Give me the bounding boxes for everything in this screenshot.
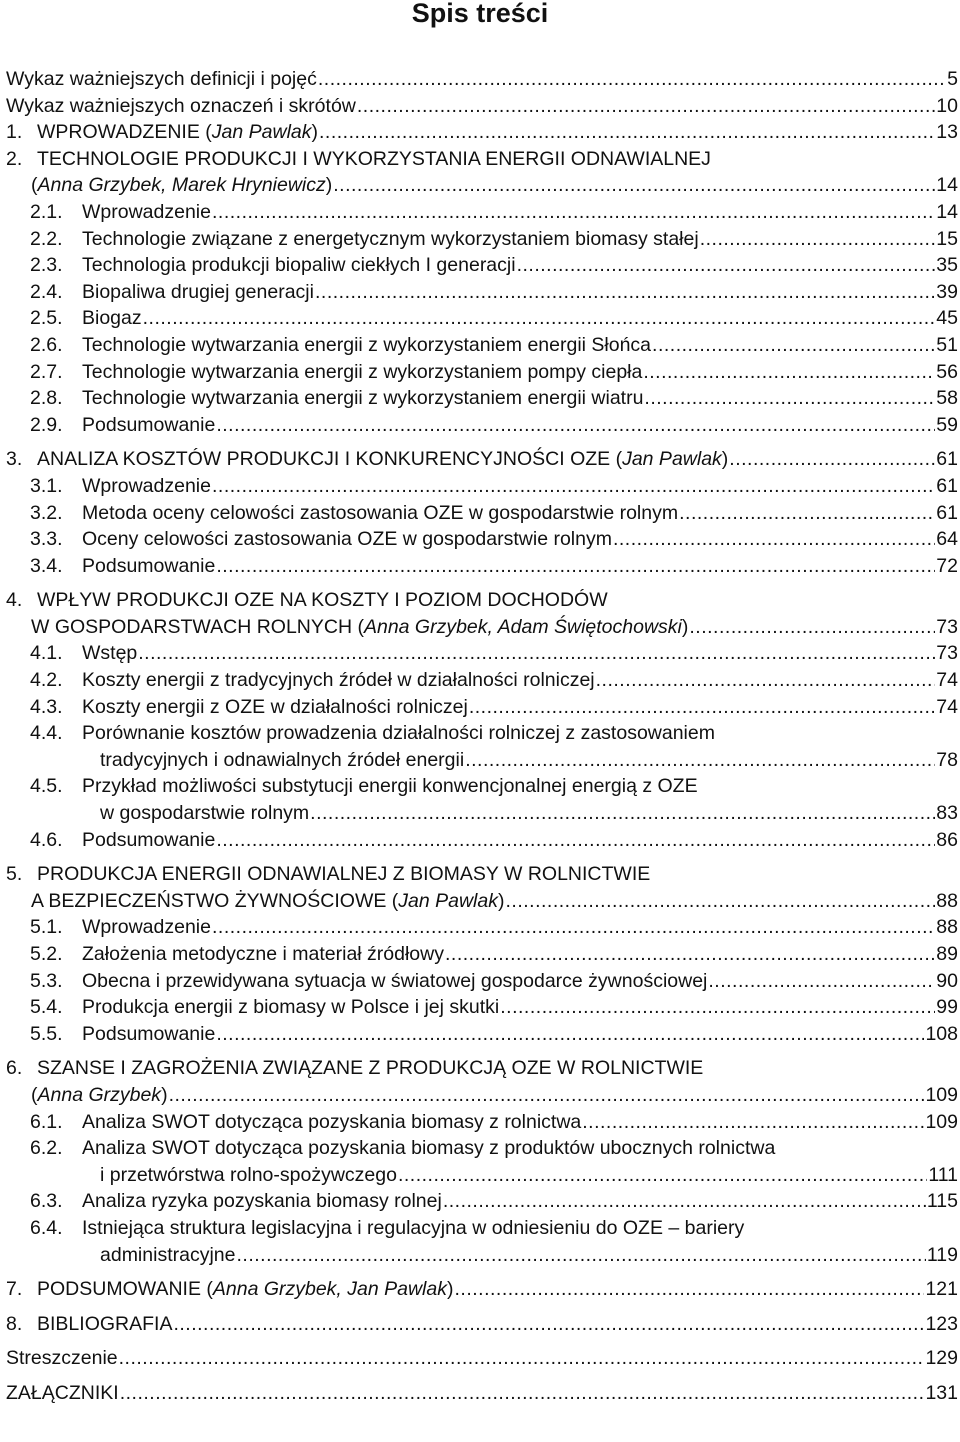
toc-entry-title: Wykaz ważniejszych definicji i pojęć [6,68,317,90]
toc-entry-number: 2.2. [30,227,63,250]
leader-dots [443,1188,926,1215]
toc-entry-page: 51 [936,333,958,356]
toc-entry[interactable] [6,827,958,854]
toc-entry-page: 88 [936,916,958,939]
toc-entry-page: 108 [925,1022,958,1045]
toc-entry-line [6,66,958,93]
toc-entry-title: Technologie związane z energetycznym wykorzystaniem biomasy stałej [82,227,699,250]
toc-entry-page: 56 [936,360,958,383]
toc-entry[interactable] [6,1109,958,1136]
toc-entry[interactable] [6,914,958,941]
toc-entry-page: 39 [936,280,958,303]
leader-dots [310,800,935,827]
toc-entry-page: 109 [925,1083,958,1106]
toc-entry-continuation [30,747,958,774]
toc-entry-number: 5.3. [30,969,63,992]
leader-dots [505,888,935,915]
toc-entry-page: 14 [936,200,958,223]
toc-entry-page: 123 [925,1312,958,1335]
toc-entry[interactable] [6,1135,958,1188]
toc-entry-title-cont: ( [31,1083,38,1106]
toc-entry-line [6,119,958,146]
toc-entry-line [30,359,958,386]
toc-entry-title: Podsumowanie [82,1022,216,1045]
leader-dots [212,473,935,500]
toc-entry-page: 45 [936,307,958,330]
toc-entry[interactable] [6,640,958,667]
toc-entry-line [30,1021,958,1048]
toc-entry-line [30,941,958,968]
toc-entry[interactable] [6,1215,958,1268]
toc-entry[interactable] [6,968,958,995]
leader-dots [216,412,935,439]
toc-entry-line [6,1311,958,1338]
toc-entry-page: 61 [936,474,958,497]
toc-entry-number: 2.3. [30,254,63,277]
toc-entry-page: 121 [925,1278,958,1301]
toc-entry-line [30,553,958,580]
toc-entry-author: Anna Grzybek, Marek Hryniewicz [37,174,326,197]
toc-entry-line [6,146,958,173]
leader-dots [212,914,935,941]
toc-entry-title-cont: A BEZPIECZEŃSTWO ŻYWNOŚCIOWE ( [31,889,399,912]
toc-entry-continuation [6,614,958,641]
leader-dots [398,1162,927,1189]
toc-entry[interactable] [6,385,958,412]
toc-entry-continuation [30,1242,958,1269]
toc-entry-title: Technologie wytwarzania energii z wykorzystaniem energii Słońca [82,333,652,356]
toc-entry[interactable] [6,1276,958,1303]
toc-entry[interactable] [6,279,958,306]
toc-entry-number: 3.1. [30,474,63,497]
leader-dots [212,199,935,226]
toc-entry-line [6,587,958,614]
toc-entry-page: 73 [936,642,958,665]
toc-entry-page: 115 [926,1190,958,1213]
leader-dots [455,1276,925,1303]
leader-dots [315,279,935,306]
toc-entry-title: Przykład możliwości substytucji energii konwencjonalnej energią z OZE [82,775,698,798]
leader-dots [216,553,935,580]
toc-entry-line [30,1215,958,1242]
leader-dots [613,526,935,553]
page-title: Spis treści [411,0,549,28]
toc-entry-page: 13 [936,121,958,144]
toc-entry-page: 72 [936,554,958,577]
toc-entry-line [30,332,958,359]
toc-entry-title-cont: w gospodarstwie rolnym [100,802,310,825]
toc-entry-title: TECHNOLOGIE PRODUKCJI I WYKORZYSTANIA ENERGII ODNAWIALNEJ [37,147,711,170]
toc-entry[interactable] [6,1380,958,1407]
toc-entry-line [6,861,958,888]
toc-entry[interactable] [6,500,958,527]
toc-entry[interactable] [6,720,958,773]
toc-entry[interactable] [6,199,958,226]
leader-dots [445,941,935,968]
toc-entry-line [6,1380,958,1407]
leader-dots [729,446,935,473]
toc-entry[interactable] [6,305,958,332]
toc-entry-number: 4.3. [30,695,63,718]
toc-entry-number: 6.1. [30,1110,63,1133]
toc-entry-number: 1. [6,121,23,144]
toc-entry-title-end: ) [721,448,729,471]
toc-entry-page: 35 [936,254,958,277]
toc-entry-page: 5 [947,68,958,90]
toc-entry-title: Wprowadzenie [82,474,211,497]
toc-entry-number: 6.4. [30,1216,63,1239]
toc-entry-line [30,720,958,747]
toc-entry-line [30,500,958,527]
leader-dots [333,172,935,199]
toc-entry-title: Oceny celowości zastosowania OZE w gospodarstwie rolnym [82,528,612,551]
toc-entry-line [30,827,958,854]
toc-entry-author: Jan Pawlak [622,448,722,471]
toc-entry-title-cont: tradycyjnych i odnawialnych źródeł energii [100,748,465,771]
toc-entry-page: 99 [936,996,958,1019]
toc-entry-line [30,385,958,412]
toc-entry-page: 15 [936,227,958,250]
toc-entry-page: 89 [936,943,958,965]
toc-entry[interactable] [6,1021,958,1048]
toc-entry[interactable] [6,773,958,826]
toc-entry-page: 88 [936,889,958,912]
leader-dots [700,226,936,253]
leader-dots [643,359,935,386]
toc-entry-page: 74 [936,669,958,692]
toc-entry[interactable] [6,667,958,694]
toc-entry-title: Technologia produkcji biopaliw ciekłych I generacji [82,254,516,277]
leader-dots [138,640,935,667]
toc-entry-number: 2.5. [30,307,63,330]
toc-entry-title: Założenia metodyczne i materiał źródłowy [82,943,444,965]
toc-entry-page: 78 [936,748,958,771]
toc-entry-page: 111 [928,1163,958,1186]
toc-entry-line [6,1276,958,1303]
toc-entry-title: Produkcja energii z biomasy w Polsce i jej skutki [82,996,500,1019]
toc-entry-number: 4.1. [30,642,63,665]
toc-entry-number: 2.9. [30,413,63,436]
toc-entry-continuation [6,888,958,915]
toc-entry-continuation [30,1162,958,1189]
toc-entry-title-end: ) [447,1278,454,1301]
toc-entry-line [30,968,958,995]
toc-entry-number: 5.5. [30,1022,63,1045]
toc-entry-line [30,914,958,941]
toc-entry-title-end: ) [311,121,318,144]
toc-entry-page: 58 [936,387,958,410]
toc-entry[interactable] [6,412,958,439]
toc-entry-page: 74 [936,695,958,718]
toc-entry-title: Technologie wytwarzania energii z wykorzystaniem pompy ciepła [82,360,643,383]
toc-entry-title: Koszty energii z tradycyjnych źródeł w działalności rolniczej [82,669,595,692]
leader-dots [216,827,935,854]
toc-entry-number: 6.2. [30,1137,63,1160]
toc-entry-title: Biogaz [82,307,142,330]
toc-entry-number: 4.6. [30,828,63,851]
toc-entry-title: BIBLIOGRAFIA [37,1312,173,1335]
toc-entry-page: 129 [925,1347,958,1370]
toc-entry-number: 3.3. [30,528,63,551]
toc-entry-line [30,412,958,439]
leader-dots [679,500,935,527]
toc-entry-title: Metoda oceny celowości zastosowania OZE w gospodarstwie rolnym [82,501,679,524]
toc-entry-number: 3. [6,448,23,471]
toc-entry-line [30,667,958,694]
leader-dots [319,119,935,146]
toc-entry-number: 4.5. [30,775,63,798]
leader-dots [120,1380,925,1407]
toc-entry-page: 14 [936,174,958,197]
toc-entry-number: 5. [6,863,23,886]
leader-dots [236,1242,925,1269]
toc-entry-title: Podsumowanie [82,413,216,436]
toc-entry-continuation [30,800,958,827]
toc-entry-title-end: ) [681,615,689,638]
toc-entry-number: 8. [6,1312,23,1335]
toc-entry-title: WPŁYW PRODUKCJI OZE NA KOSZTY I POZIOM DOCHODÓW [37,589,608,612]
leader-dots [318,66,946,93]
toc-entry-page: 10 [936,94,958,117]
toc-entry-number: 4.2. [30,669,63,692]
toc-entry-number: 4. [6,589,23,612]
toc-entry-title: Podsumowanie [82,828,216,851]
toc-entry-line [6,446,958,473]
leader-dots [169,1082,925,1109]
leader-dots [216,1021,924,1048]
toc-entry-page: 119 [926,1243,958,1266]
leader-dots [708,968,935,995]
toc-entry-title: Analiza SWOT dotycząca pozyskania biomasy z produktów ubocznych rolnictwa [82,1137,776,1160]
toc-entry-author: Anna Grzybek [37,1083,162,1106]
toc-entry-line [6,1055,958,1082]
toc-entry[interactable] [6,146,958,199]
toc-entry-number: 2.8. [30,387,63,410]
toc-entry-number: 2. [6,147,23,170]
leader-dots [465,747,935,774]
toc-entry-page: 73 [936,615,958,638]
toc-entry[interactable] [6,359,958,386]
toc-entry-page: 64 [936,528,958,551]
leader-dots [596,667,936,694]
leader-dots [517,252,936,279]
toc-entry-title-end: ) [161,1083,168,1106]
toc-entry-title-end: ) [497,889,505,912]
toc-entry-line [30,694,958,721]
toc-entry-author: Jan Pawlak [398,889,498,912]
toc-entry[interactable] [6,119,958,146]
leader-dots [173,1311,924,1338]
toc-entry-number: 5.4. [30,996,63,1019]
leader-dots [469,694,935,721]
toc-entry-title: ANALIZA KOSZTÓW PRODUKCJI I KONKURENCYJNOŚCI OZE ( [37,448,623,471]
toc-entry-page: 83 [936,802,958,825]
toc-entry[interactable] [6,861,958,914]
toc-entry-line [30,773,958,800]
toc-entry-line [30,473,958,500]
toc-entry-line [30,226,958,253]
toc-entry[interactable] [6,93,958,120]
toc-entry-line [30,252,958,279]
leader-dots [644,385,935,412]
toc-entry-continuation [6,172,958,199]
toc-entry-title: Koszty energii z OZE w działalności rolniczej [82,695,468,718]
leader-dots [582,1109,924,1136]
toc-entry-title: Podsumowanie [82,554,216,577]
toc-entry[interactable] [6,446,958,473]
toc-entry-number: 2.4. [30,280,63,303]
toc-entry-title: Porównanie kosztów prowadzenia działalności rolniczej z zastosowaniem [82,722,715,745]
toc-entry-author: Jan Pawlak [211,121,312,144]
toc-entry-line [30,279,958,306]
toc-entry[interactable] [6,994,958,1021]
toc-entry-page: 109 [925,1110,958,1133]
toc-entry[interactable] [6,694,958,721]
toc-entry[interactable] [6,252,958,279]
toc-entry-number: 5.1. [30,916,63,939]
toc-entry[interactable] [6,1188,958,1215]
toc-entry-title: Biopaliwa drugiej generacji [82,280,314,303]
toc-entry-number: 2.6. [30,333,63,356]
leader-dots [357,93,935,120]
toc-entry-page: 90 [936,969,958,992]
toc-entry-number: 4.4. [30,722,63,745]
toc-entry-page: 131 [925,1381,958,1404]
toc-entry-title: Wykaz ważniejszych oznaczeń i skrótów [6,94,356,117]
toc-entry-title: Wprowadzenie [82,200,211,223]
toc-entry[interactable] [6,941,958,968]
toc-entry[interactable] [6,1311,958,1338]
toc-entry[interactable] [6,1345,958,1372]
toc-entry-author: Anna Grzybek, Jan Pawlak [212,1278,447,1301]
leader-dots [500,994,935,1021]
toc-entry-line [30,994,958,1021]
toc-entry-title: Istniejąca struktura legislacyjna i regulacyjna w odniesieniu do OZE – bariery [82,1216,745,1239]
leader-dots [119,1345,925,1372]
toc-entry-line [30,305,958,332]
toc-entry[interactable] [6,332,958,359]
toc-entry-continuation [6,1082,958,1109]
toc-entry-number: 3.4. [30,554,63,577]
toc-entry-title-end: ) [325,174,333,197]
toc-entry[interactable] [6,66,958,93]
toc-entry-line [30,1135,958,1162]
toc-entry-number: 5.2. [30,943,63,965]
toc-entry[interactable] [6,226,958,253]
toc-entry-page: 61 [936,501,958,524]
toc-entry-line [30,1109,958,1136]
toc-entry-title-cont: W GOSPODARSTWACH ROLNYCH ( [31,615,364,638]
toc-entry-line [30,526,958,553]
toc-entry-title-cont: ( [31,174,38,197]
toc-entry-title: PRODUKCJA ENERGII ODNAWIALNEJ Z BIOMASY W ROLNICTWIE [37,863,651,886]
toc-entry-page: 86 [936,828,958,851]
toc-entry-number: 2.1. [30,200,63,223]
table-of-contents [6,66,958,1407]
toc-entry-page: 61 [936,448,958,471]
toc-entry-title: ZAŁĄCZNIKI [6,1381,119,1404]
toc-entry-number: 6.3. [30,1190,63,1213]
toc-entry-title-cont: i przetwórstwa rolno-spożywczego [100,1163,397,1186]
leader-dots [689,614,935,641]
leader-dots [652,332,935,359]
toc-entry[interactable] [6,1055,958,1108]
toc-entry-title: Obecna i przewidywana sytuacja w światowej gospodarce żywnościowej [82,969,708,992]
toc-entry-line [30,1188,958,1215]
toc-entry-number: 7. [6,1278,23,1301]
toc-entry-number: 6. [6,1057,23,1080]
toc-entry-title: Analiza SWOT dotycząca pozyskania biomasy z rolnictwa [82,1110,582,1133]
toc-entry-line [30,199,958,226]
toc-entry[interactable] [6,553,958,580]
toc-entry-title: WPROWADZENIE ( [37,121,212,144]
toc-entry-title: Analiza ryzyka pozyskania biomasy rolnej [82,1190,442,1213]
toc-entry-title: PODSUMOWANIE ( [37,1278,213,1301]
toc-entry[interactable] [6,587,958,640]
toc-entry-title: Streszczenie [6,1347,118,1370]
toc-entry-title-cont: administracyjne [100,1243,236,1266]
leader-dots [143,305,936,332]
toc-entry-line [6,93,958,120]
toc-entry-number: 3.2. [30,501,63,524]
toc-entry-author: Anna Grzybek, Adam Świętochowski [363,615,682,638]
toc-entry[interactable] [6,473,958,500]
toc-entry-line [30,640,958,667]
toc-entry-title: SZANSE I ZAGROŻENIA ZWIĄZANE Z PRODUKCJĄ OZE W ROLNICTWIE [37,1057,704,1080]
toc-entry[interactable] [6,526,958,553]
toc-entry-number: 2.7. [30,360,63,383]
toc-entry-title: Wstęp [82,642,138,665]
toc-entry-page: 59 [936,413,958,436]
toc-entry-title: Wprowadzenie [82,916,211,939]
toc-entry-line [6,1345,958,1372]
toc-entry-title: Technologie wytwarzania energii z wykorzystaniem energii wiatru [82,387,644,410]
